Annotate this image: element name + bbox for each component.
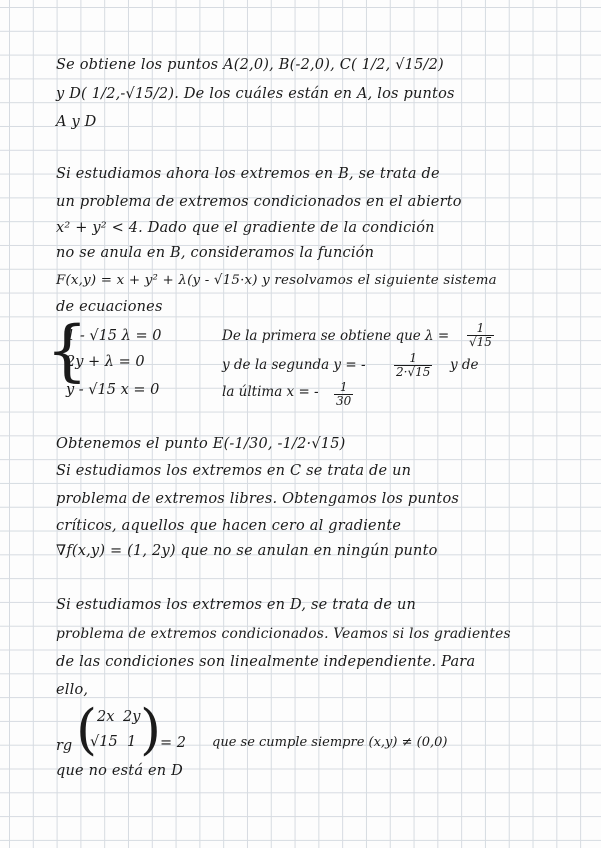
text-line: problema de extremos libres. Obtengamos los puntos <box>56 491 460 507</box>
text-line: Obtenemos el punto E(-1/30, -1/2·√15) <box>56 436 346 452</box>
text-line: de ecuaciones <box>56 299 163 315</box>
matrix-entry-22: 1 <box>127 734 137 750</box>
matrix-entry-21: √15 <box>90 734 118 750</box>
text-line: no se anula en B, consideramos la función <box>56 245 375 261</box>
system-equation-2: 2y + λ = 0 <box>66 354 145 370</box>
fraction-denominator: √15 <box>469 335 492 349</box>
text-line: F(x,y) = x + y² + λ(y - √15·x) y resolvamos el siguiente sistema <box>56 273 497 288</box>
matrix-entry-11: 2x <box>97 709 115 725</box>
note-1-fraction <box>467 322 494 349</box>
rank-equals: = 2 <box>160 735 186 751</box>
matrix-left-paren: ( <box>76 698 98 761</box>
rank-prefix: rg <box>56 738 73 754</box>
text-line: Si estudiamos ahora los extremos en B, se trata de <box>56 166 440 182</box>
system-equation-3: y - √15 x = 0 <box>66 382 160 398</box>
text-line: que no está en D <box>56 763 183 779</box>
text-line: x² + y² < 4. Dado que el gradiente de la condición <box>56 220 435 236</box>
rank-tail: que se cumple siempre (x,y) ≠ (0,0) <box>212 735 448 750</box>
text-line: ∇f(x,y) = (1, 2y) que no se anulan en ningún punto <box>56 543 438 559</box>
fraction-numerator: 1 <box>467 322 494 336</box>
matrix-entry-12: 2y <box>123 709 141 725</box>
text-line: y D( 1/2,-√15/2). De los cuáles están en A, los puntos <box>56 86 455 102</box>
text-line: de las condiciones son linealmente independiente. Para <box>56 654 476 670</box>
text-line: un problema de extremos condicionados en el abierto <box>56 194 462 210</box>
text-line: críticos, aquellos que hacen cero al gradiente <box>56 518 402 534</box>
system-note-1: De la primera se obtiene que λ = <box>222 328 450 344</box>
fraction-numerator: 1 <box>334 381 353 395</box>
system-equation-1: 1 - √15 λ = 0 <box>66 328 162 344</box>
text-line: Si estudiamos los extremos en C se trata de un <box>56 463 412 479</box>
system-note-2: y de la segunda y = - <box>222 357 366 373</box>
system-note-2-tail: y de <box>450 357 479 373</box>
system-brace: { <box>46 312 88 389</box>
note-2-fraction <box>394 352 432 379</box>
text-line: Se obtiene los puntos A(2,0), B(-2,0), C( 1/2, √15/2) <box>56 57 444 73</box>
fraction-numerator: 1 <box>394 352 432 366</box>
fraction-denominator: 30 <box>336 394 352 408</box>
text-line: A y D <box>56 114 97 130</box>
text-line: problema de extremos condicionados. Veamos si los gradientes <box>56 626 511 642</box>
text-line: ello, <box>56 682 89 698</box>
matrix-right-paren: ) <box>140 698 162 761</box>
note-3-fraction <box>334 381 353 408</box>
fraction-denominator: 2·√15 <box>396 365 431 379</box>
system-note-3: la última x = - <box>222 384 319 400</box>
text-line: Si estudiamos los extremos en D, se trata de un <box>56 597 417 613</box>
